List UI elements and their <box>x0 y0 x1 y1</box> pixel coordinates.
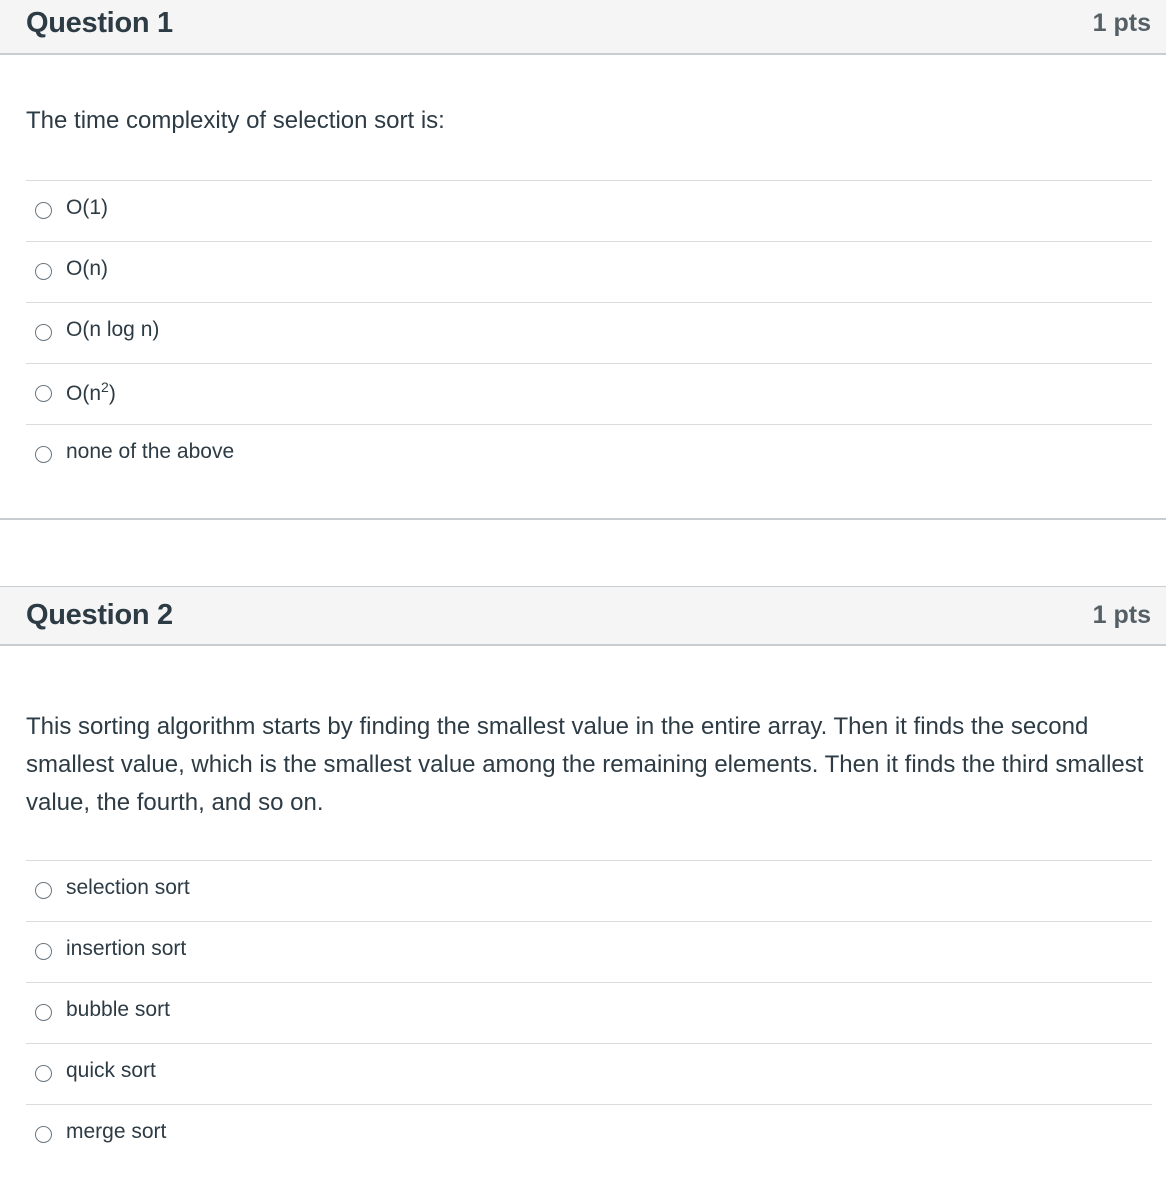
radio-button[interactable] <box>35 385 52 402</box>
radio-button[interactable] <box>35 1004 52 1021</box>
radio-button[interactable] <box>35 324 52 341</box>
question-text: The time complexity of selection sort is: <box>26 107 445 134</box>
answer-label: O(1) <box>66 196 108 219</box>
answer-label: none of the above <box>66 440 235 463</box>
radio-button[interactable] <box>35 446 52 463</box>
question-title: Question 1 <box>26 7 173 39</box>
radio-button[interactable] <box>35 1065 52 1082</box>
answer-option[interactable] <box>26 921 1152 982</box>
question-text: This sorting algorithm starts by finding the smallest value in the entire array. Then it finds the second smallest value, which is the smallest value among the remaining elements. Then it finds the third smallest value, the fourth, and so on. <box>26 713 1144 816</box>
answer-label: O(n log n) <box>66 318 160 341</box>
answer-list <box>26 180 1152 485</box>
question-divider <box>0 518 1166 520</box>
question-header <box>0 0 1166 55</box>
answer-option[interactable] <box>26 1104 1152 1165</box>
answer-label-base: O(n <box>66 382 102 405</box>
answer-label: selection sort <box>66 876 190 899</box>
answer-option[interactable] <box>26 241 1152 302</box>
answer-label: O(n) <box>66 257 108 280</box>
radio-button[interactable] <box>35 882 52 899</box>
radio-button[interactable] <box>35 202 52 219</box>
answer-option[interactable] <box>26 180 1152 241</box>
question-1 <box>0 0 1166 463</box>
radio-button[interactable] <box>35 943 52 960</box>
question-title: Question 2 <box>26 599 173 631</box>
question-points: 1 pts <box>1092 9 1151 37</box>
answer-label-suffix: ) <box>108 382 116 405</box>
question-header <box>0 586 1166 646</box>
radio-button[interactable] <box>35 263 52 280</box>
answer-option[interactable] <box>26 424 1152 485</box>
answer-option[interactable] <box>26 1043 1152 1104</box>
answer-option[interactable] <box>26 302 1152 363</box>
answer-label: bubble sort <box>66 998 170 1021</box>
answer-label: insertion sort <box>66 937 187 960</box>
answer-option[interactable] <box>26 363 1152 424</box>
question-points: 1 pts <box>1092 601 1151 629</box>
answer-option[interactable] <box>26 982 1152 1043</box>
radio-button[interactable] <box>35 1126 52 1143</box>
answer-label-exponent: 2 <box>101 379 109 395</box>
answer-option[interactable] <box>26 860 1152 921</box>
answer-list <box>26 860 1152 1165</box>
answer-label: merge sort <box>66 1120 167 1143</box>
question-2 <box>0 586 1166 1143</box>
answer-label <box>66 379 116 406</box>
answer-label: quick sort <box>66 1059 156 1082</box>
